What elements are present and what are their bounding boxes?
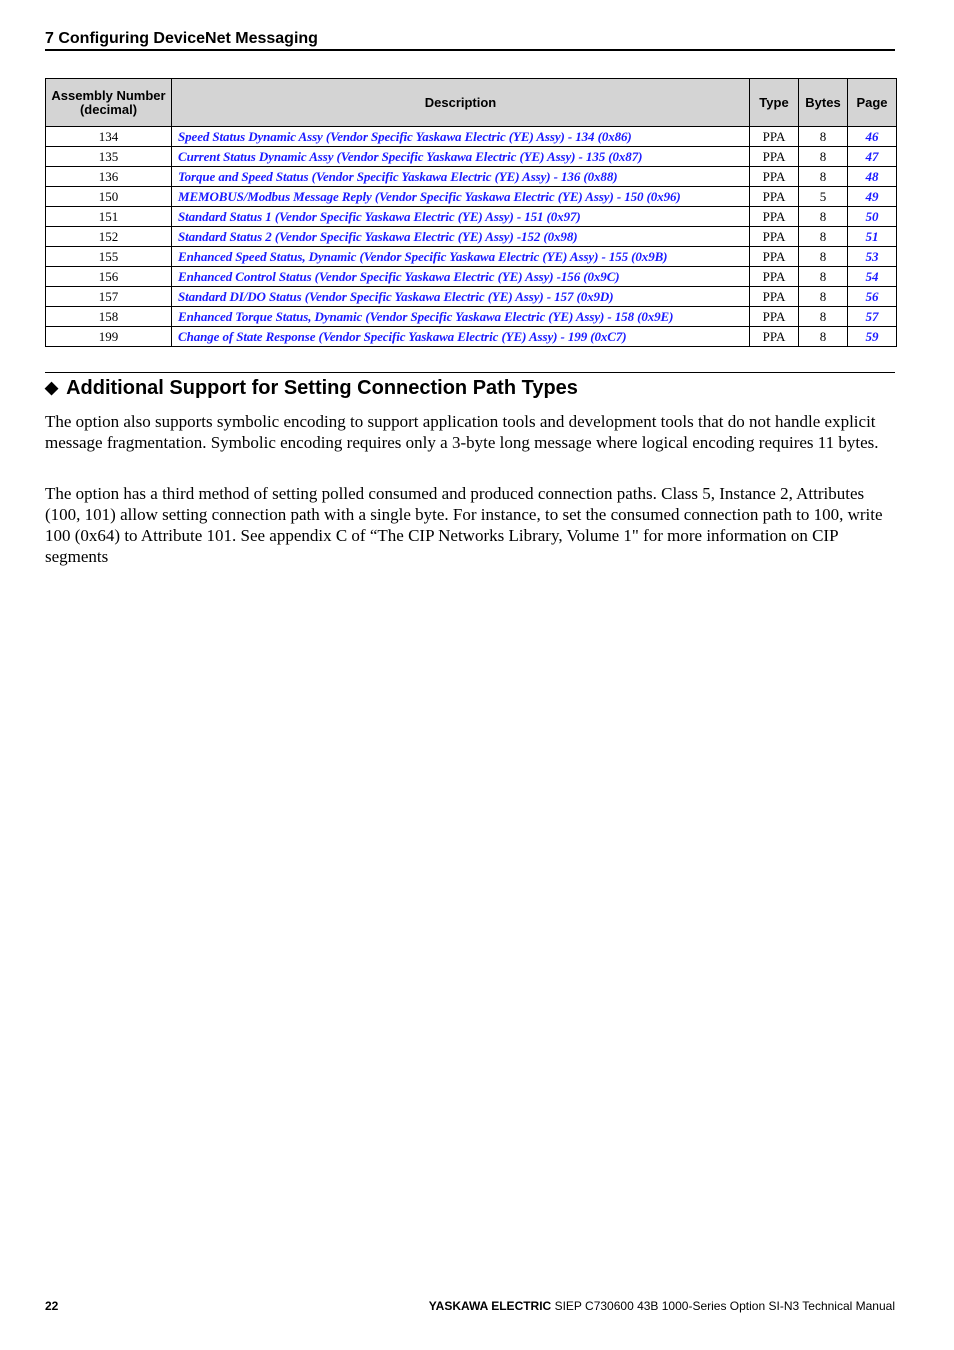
type: PPA: [750, 147, 799, 167]
description-link[interactable]: Standard Status 2 (Vendor Specific Yaskawa Electric (YE) Assy) -152 (0x98): [172, 227, 750, 247]
assembly-number: 156: [46, 267, 172, 287]
description-link[interactable]: Enhanced Torque Status, Dynamic (Vendor Specific Yaskawa Electric (YE) Assy) - 158 (0x9E): [172, 307, 750, 327]
table-row: [46, 147, 897, 167]
bytes: 8: [799, 207, 848, 227]
page-link[interactable]: 51: [848, 227, 897, 247]
description-link[interactable]: Torque and Speed Status (Vendor Specific Yaskawa Electric (YE) Assy) - 136 (0x88): [172, 167, 750, 187]
assembly-number: 136: [46, 167, 172, 187]
assembly-table: [45, 78, 897, 347]
footer-doc-info: [429, 1299, 895, 1313]
assembly-number: 152: [46, 227, 172, 247]
type: PPA: [750, 227, 799, 247]
type: PPA: [750, 187, 799, 207]
bytes: 8: [799, 267, 848, 287]
section-heading-text: Additional Support for Setting Connection Path Types: [66, 377, 578, 399]
bytes: 8: [799, 287, 848, 307]
description-link[interactable]: Change of State Response (Vendor Specific Yaskawa Electric (YE) Assy) - 199 (0xC7): [172, 327, 750, 347]
assembly-number: 134: [46, 127, 172, 147]
assembly-number: 158: [46, 307, 172, 327]
col-header-page: Page: [848, 79, 897, 127]
bytes: 5: [799, 187, 848, 207]
col-header-description: Description: [172, 79, 750, 127]
section-header: 7 Configuring DeviceNet Messaging: [45, 30, 895, 51]
table-row: [46, 167, 897, 187]
table-row: [46, 287, 897, 307]
page-link[interactable]: 56: [848, 287, 897, 307]
assembly-number: 155: [46, 247, 172, 267]
type: PPA: [750, 167, 799, 187]
bytes: 8: [799, 127, 848, 147]
type: PPA: [750, 207, 799, 227]
bytes: 8: [799, 167, 848, 187]
page-link[interactable]: 59: [848, 327, 897, 347]
description-link[interactable]: Standard DI/DO Status (Vendor Specific Yaskawa Electric (YE) Assy) - 157 (0x9D): [172, 287, 750, 307]
page-link[interactable]: 57: [848, 307, 897, 327]
bytes: 8: [799, 327, 848, 347]
description-link[interactable]: Standard Status 1 (Vendor Specific Yaskawa Electric (YE) Assy) - 151 (0x97): [172, 207, 750, 227]
page-link[interactable]: 54: [848, 267, 897, 287]
col-header-bytes: Bytes: [799, 79, 848, 127]
description-link[interactable]: Enhanced Control Status (Vendor Specific Yaskawa Electric (YE) Assy) -156 (0x9C): [172, 267, 750, 287]
table-row: [46, 327, 897, 347]
bytes: 8: [799, 247, 848, 267]
assembly-number: 199: [46, 327, 172, 347]
table-row: [46, 187, 897, 207]
paragraph-connection-paths: The option has a third method of setting polled consumed and produced connection paths. Class 5, Instance 2, Attributes (100, 101) allow setting connection path with a single byte. For instance, to set the consumed connection path to 100, write 100 (0x64) to Attribute 101. See appendix C of “The CIP Networks Library, Volume 1" for more information on CIP segments: [45, 484, 883, 566]
section-heading: [45, 372, 895, 400]
page-link[interactable]: 49: [848, 187, 897, 207]
footer-doc-title: SIEP C730600 43B 1000-Series Option SI-N3 Technical Manual: [551, 1299, 895, 1313]
type: PPA: [750, 127, 799, 147]
description-link[interactable]: Current Status Dynamic Assy (Vendor Specific Yaskawa Electric (YE) Assy) - 135 (0x87): [172, 147, 750, 167]
assembly-number: 151: [46, 207, 172, 227]
type: PPA: [750, 327, 799, 347]
table-row: [46, 267, 897, 287]
paragraph-symbolic-encoding: The option also supports symbolic encoding to support application tools and development tools that do not handle explicit message fragmentation. Symbolic encoding requires only a 3-byte long message where logical encoding requires 11 bytes.: [45, 412, 879, 452]
description-link[interactable]: MEMOBUS/Modbus Message Reply (Vendor Specific Yaskawa Electric (YE) Assy) - 150 (0x96): [172, 187, 750, 207]
description-link[interactable]: Enhanced Speed Status, Dynamic (Vendor Specific Yaskawa Electric (YE) Assy) - 155 (0x9B): [172, 247, 750, 267]
assembly-number: 157: [46, 287, 172, 307]
type: PPA: [750, 267, 799, 287]
bytes: 8: [799, 227, 848, 247]
assembly-number: 150: [46, 187, 172, 207]
assembly-number: 135: [46, 147, 172, 167]
page-link[interactable]: 47: [848, 147, 897, 167]
col-header-type: Type: [750, 79, 799, 127]
table-row: [46, 207, 897, 227]
type: PPA: [750, 287, 799, 307]
table-row: [46, 227, 897, 247]
page-number: 22: [45, 1299, 59, 1313]
table-row: [46, 127, 897, 147]
description-link[interactable]: Speed Status Dynamic Assy (Vendor Specific Yaskawa Electric (YE) Assy) - 134 (0x86): [172, 127, 750, 147]
col-header-assembly-number: [46, 79, 172, 127]
page-link[interactable]: 48: [848, 167, 897, 187]
type: PPA: [750, 247, 799, 267]
table-row: [46, 307, 897, 327]
bytes: 8: [799, 147, 848, 167]
page-link[interactable]: 50: [848, 207, 897, 227]
col-header-assembly-number-label: Assembly Number (decimal): [51, 87, 166, 117]
page-link[interactable]: 46: [848, 127, 897, 147]
page-link[interactable]: 53: [848, 247, 897, 267]
footer-brand: YASKAWA ELECTRIC: [428, 1299, 552, 1313]
table-row: [46, 247, 897, 267]
diamond-bullet-icon: ◆: [45, 378, 59, 397]
type: PPA: [750, 307, 799, 327]
table-header-row: [46, 79, 897, 127]
bytes: 8: [799, 307, 848, 327]
